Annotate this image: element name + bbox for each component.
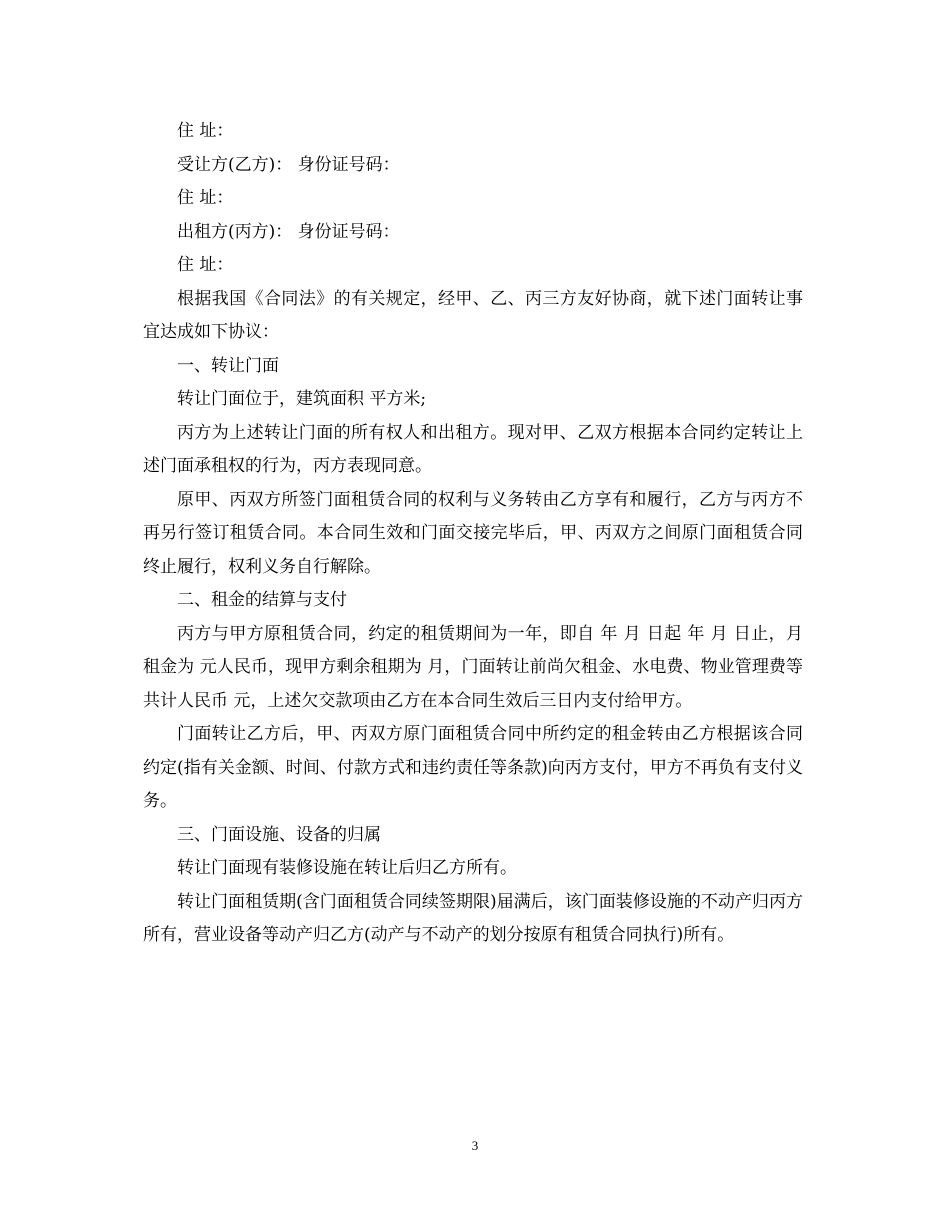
paragraph-consent: 丙方为上述转让门面的所有权人和出租方。现对甲、乙双方根据本合同约定转让上述门面承租权的行为，丙方表现同意。: [143, 422, 803, 476]
page-number: 3: [471, 1138, 479, 1153]
paragraph-fixtures: 转让门面现有装修设施在转让后归乙方所有。: [177, 858, 517, 878]
section-heading-3: 三、门面设施、设备的归属: [177, 824, 381, 845]
section-heading-1: 一、转让门面: [177, 355, 279, 376]
paragraph-transferee: 受让方(乙方)： 身份证号码：: [177, 154, 400, 175]
paragraph-lessor: 出租方(丙方)： 身份证号码：: [177, 221, 400, 242]
section-heading-2: 二、租金的结算与支付: [177, 590, 347, 610]
paragraph-address-party-c: 住 址：: [177, 255, 234, 275]
document-body: [143, 115, 803, 953]
paragraph-address-party-a: 住 址：: [177, 121, 234, 141]
paragraph-preamble: 根据我国《合同法》的有关规定，经甲、乙、丙三方友好协商，就下述门面转让事宜达成如下协议：: [143, 288, 803, 342]
paragraph-rent-settlement: 丙方与甲方原租赁合同，约定的租赁期间为一年，即自 年 月 日起 年 月 日止，月租金为 元人民币，现甲方剩余租期为 月，门面转让前尚欠租金、水电费、物业管理费等共计人民币 元，上述欠交款项由乙方在本合同生效后三日内支付给甲方。: [143, 623, 803, 711]
paragraph-location: 转让门面位于，建筑面积 平方米;: [177, 389, 427, 409]
paragraph-rent-payment: 门面转让乙方后，甲、丙双方原门面租赁合同中所约定的租金转由乙方根据该合同约定(指有关金额、时间、付款方式和违约责任等条款)向丙方支付，甲方不再负有支付义务。: [143, 724, 803, 811]
paragraph-equipment-ownership: 转让门面租赁期(含门面租赁合同续签期限)届满后，该门面装修设施的不动产归丙方所有，营业设备等动产归乙方(动产与不动产的划分按原有租赁合同执行)所有。: [143, 891, 803, 945]
paragraph-rights-transfer: 原甲、丙双方所签门面租赁合同的权利与义务转由乙方享有和履行，乙方与丙方不再另行签订租赁合同。本合同生效和门面交接完毕后，甲、丙双方之间原门面租赁合同终止履行，权利义务自行解除。: [143, 489, 803, 577]
paragraph-address-party-b: 住 址：: [177, 188, 234, 208]
